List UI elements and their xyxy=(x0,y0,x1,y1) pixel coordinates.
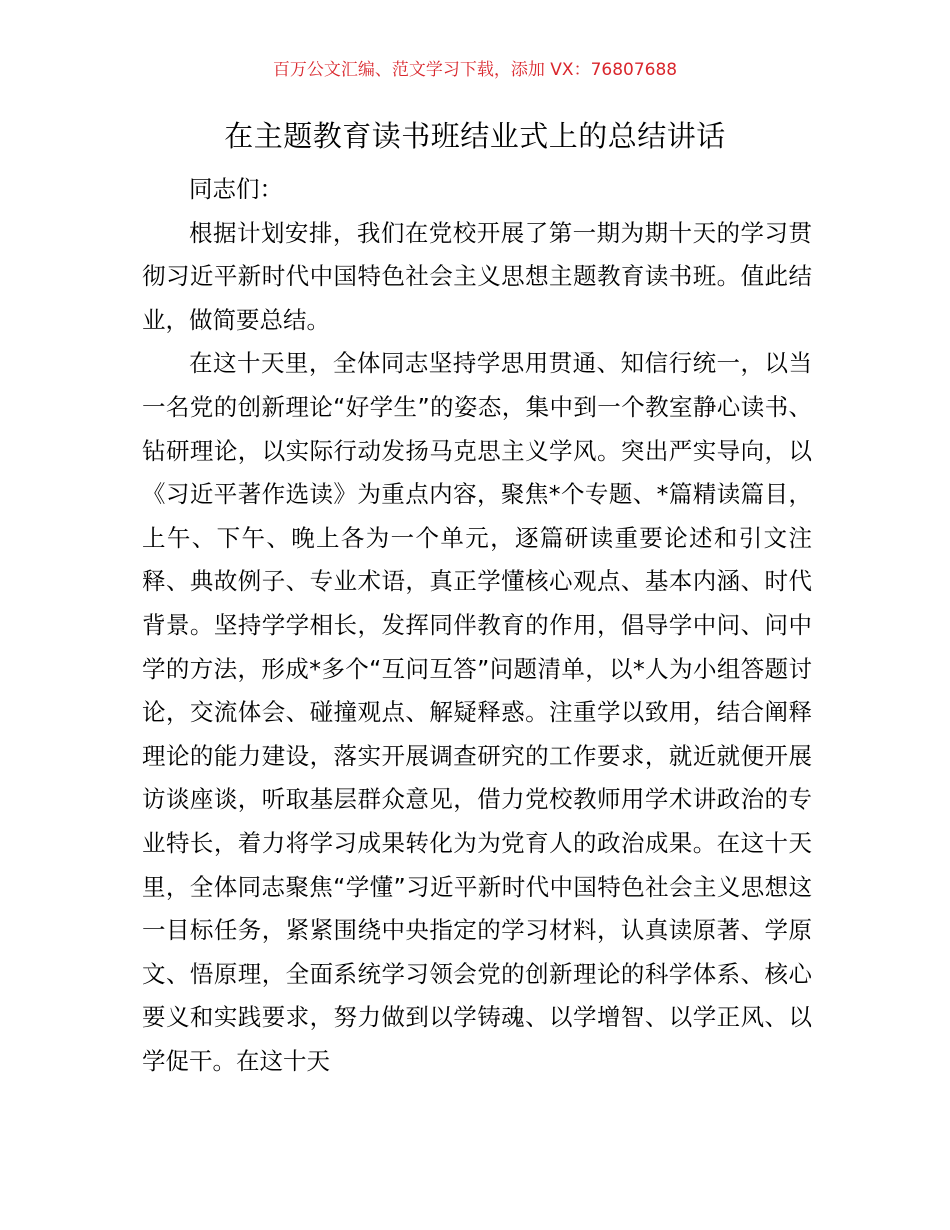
paragraph-intro: 根据计划安排，我们在党校开展了第一期为期十天的学习贯彻习近平新时代中国特色社会主义思想主题教育读书班。值此结业，做简要总结。 xyxy=(142,218,812,334)
document-title: 在主题教育读书班结业式上的总结讲话 xyxy=(224,119,726,153)
watermark-header: 百万公文汇编、范文学习下载，添加 VX：76807688 xyxy=(272,60,678,80)
salutation: 同志们： xyxy=(189,175,283,203)
paragraph-main: 在这十天里，全体同志坚持学思用贯通、知信行统一，以当一名党的创新理论“好学生”的姿态，集中到一个教室静心读书、钻研理论，以实际行动发扬马克思主义学风。突出严实导向，以《习近平著作选读》为重点内容，聚焦*个专题、*篇精读篇目，上午、下午、晚上各为一个单元，逐篇研读重要论述和引文注释、典故例子、专业术语，真正学懂核心观点、基本内涵、时代背景。坚持学学相长，发挥同伴教育的作用，倡导学中问、问中学的方法，形成*多个“互问互答”问题清单，以*人为小组答题讨论，交流体会、碰撞观点、解疑释惑。注重学以致用，结合阐释理论的能力建设，落实开展调查研究的工作要求，就近就便开展访谈座谈，听取基层群众意见，借力党校教师用学术讲政治的专业特长，着力将学习成果转化为为党育人的政治成果。在这十天里，全体同志聚焦“学懂”习近平新时代中国特色社会主义思想这一目标任务，紧紧围绕中央指定的学习材料，认真读原著、学原文、悟原理，全面系统学习领会党的创新理论的科学体系、核心要义和实践要求，努力做到以学铸魂、以学增智、以学正风、以学促干。在这十天 xyxy=(142,349,812,1075)
document-body xyxy=(142,168,812,1083)
